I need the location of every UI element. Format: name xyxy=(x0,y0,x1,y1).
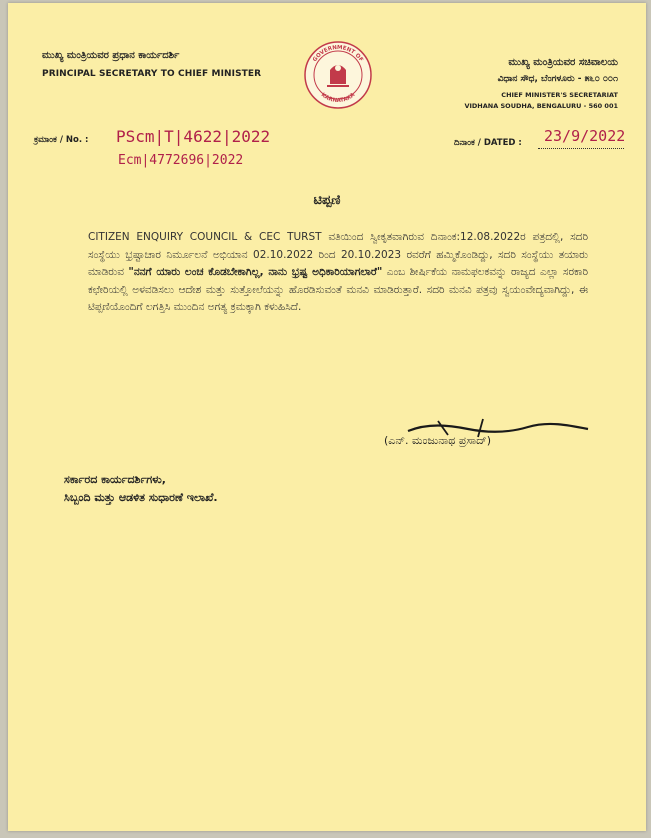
address-english: VIDHANA SOUDHA, BENGALURU - 560 001 xyxy=(464,102,618,110)
secretariat-kannada: ಮುಖ್ಯ ಮಂತ್ರಿಯವರ ಸಚಿವಾಲಯ xyxy=(508,57,618,68)
sender-title-english: PRINCIPAL SECRETARY TO CHIEF MINISTER xyxy=(42,69,262,79)
address-kannada: ವಿಧಾನ ಸೌಧ, ಬೆಂಗಳೂರು - ೫೬೦ ೦೦೧ xyxy=(497,74,618,84)
emblem-text-bottom: KARNATAKA xyxy=(319,92,357,105)
dated-underline xyxy=(538,148,624,149)
karnataka-seal-icon xyxy=(303,40,373,110)
note-body-part1: CITIZEN ENQUIRY COUNCIL & CEC TURST ವತಿಯಿಂದ ಸ್ವೀಕೃತವಾಗಿರುವ ದಿನಾಂಕ:12.08.2022ರ ಪತ್ರದಲ್ಲಿ, ಸದರಿ ಸಂಸ್ಥೆಯು ಭ್ರಷ್ಟಾಚಾರ ನಿರ್ಮೂಲನೆ ಅಭಿಯಾನ 02.10.2022 ರಿಂದ 20.10.2023 ರವರೆಗೆ ಹಮ್ಮಿಕೊಂಡಿದ್ದು, ಸದರಿ ಸಂಸ್ಥೆಯು ತಯಾರು ಮಾಡಿರುವ xyxy=(88,231,588,278)
secretariat-english: CHIEF MINISTER'S SECRETARIAT xyxy=(501,91,618,99)
sender-title-kannada: ಮುಖ್ಯ ಮಂತ್ರಿಯವರ ಪ್ರಧಾನ ಕಾರ್ಯದರ್ಶಿ xyxy=(42,50,180,61)
letter-page xyxy=(8,3,646,831)
dated-value: 23/9/2022 xyxy=(544,127,626,145)
note-body-bold-phrase: "ನನಗೆ ಯಾರು ಲಂಚ ಕೊಡಬೇಕಾಗಿಲ್ಲ, ನಾನು ಭ್ರಷ್ಟ ಅಧಿಕಾರಿಯಾಗಲಾರೆ" xyxy=(128,266,383,278)
reference-no-label: ಕ್ರಮಾಂಕ / No. : xyxy=(34,135,89,145)
reference-number-1: PScm|T|4622|2022 xyxy=(116,127,271,146)
reference-number-2: Ecm|4772696|2022 xyxy=(118,153,244,168)
addressee-line-1: ಸರ್ಕಾರದ ಕಾರ್ಯದರ್ಶಿಗಳು, xyxy=(64,473,166,486)
dated-label: ದಿನಾಂಕ / DATED : xyxy=(454,138,522,148)
emblem-text-top: GOVERNMENT OF xyxy=(312,44,364,64)
signatory-name: (ಎನ್. ಮಂಜುನಾಥ ಪ್ರಸಾದ್) xyxy=(384,434,492,447)
note-title: ಟಿಪ್ಪಣಿ xyxy=(313,193,341,208)
addressee-line-2: ಸಿಬ್ಬಂದಿ ಮತ್ತು ಆಡಳಿತ ಸುಧಾರಣೆ ಇಲಾಖೆ. xyxy=(64,491,218,504)
note-body-part2: ಎಂಬ ಶೀರ್ಷಿಕೆಯ ನಾಮಫಲಕವನ್ನು ರಾಜ್ಯದ ಎಲ್ಲಾ ಸರಕಾರಿ ಕಛೇರಿಯಲ್ಲಿ ಅಳವಡಿಸಲು ಆದೇಶ ಮತ್ತು ಸುತ್ತೋಲೆಯನ್ನು ಹೊರಡಿಸುವಂತೆ ಮನವಿ ಮಾಡಿರುತ್ತಾರೆ. ಸದರಿ ಮನವಿ ಪತ್ರವು ಸ್ವಯಂವೇದ್ಯವಾಗಿದ್ದು, ಈ ಟಿಪ್ಪಣಿಯೊಂದಿಗೆ ಲಗತ್ತಿಸಿ ಮುಂದಿನ ಅಗತ್ಯ ಕ್ರಮಕ್ಕಾಗಿ ಕಳುಹಿಸಿದೆ. xyxy=(88,266,589,313)
note-body xyxy=(88,229,588,317)
